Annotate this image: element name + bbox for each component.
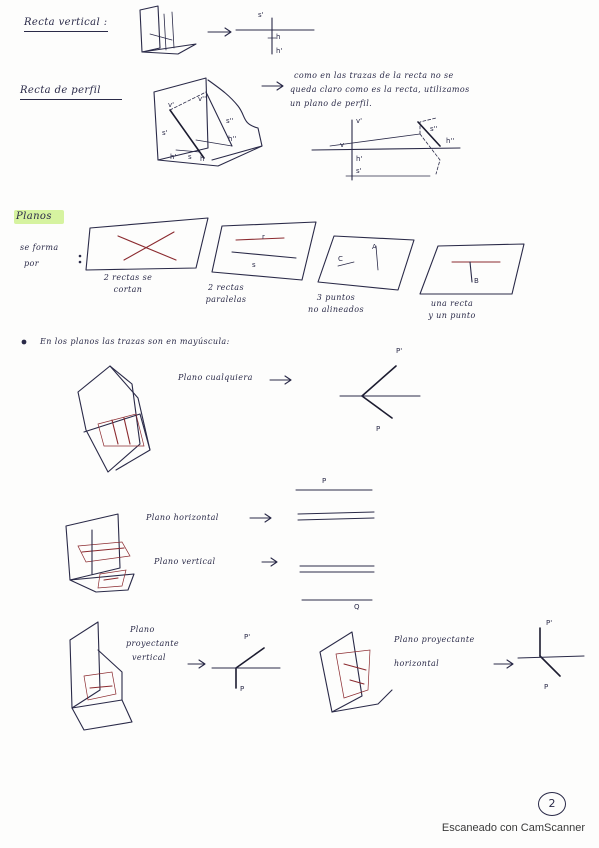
horizontal-P: P (322, 477, 327, 485)
proy-horizontal-P: P (544, 683, 549, 691)
perfil-proj-label-s2: s'' (430, 125, 438, 133)
perfil-label-v2: v'' (198, 95, 206, 103)
plano-vertical-label: Plano vertical (154, 557, 216, 566)
perfil-label-s2: s'' (226, 117, 234, 125)
perfil-proj-label-v1: v' (356, 117, 363, 125)
perfil-label-h: h (200, 155, 205, 163)
proy-horizontal-P-prime: P' (546, 619, 553, 627)
planos-title: Planos (16, 211, 52, 222)
planos-item-4-line-2: y un punto (428, 311, 476, 320)
scanner-footer: Escaneado con CamScanner (441, 822, 585, 834)
proy-vertical-line-1: Plano (130, 625, 155, 634)
perfil-proj-label-h1: h' (356, 155, 363, 163)
proy-vertical-line-3: vertical (132, 653, 166, 662)
se-forma-line-2: por (24, 259, 39, 268)
perfil-label-h2: h'' (228, 135, 237, 143)
perfil-label-h1: h' (170, 153, 177, 161)
perfil-label-s1: s' (162, 129, 168, 137)
planos-item-2-line-1: 2 rectas (208, 283, 244, 292)
se-forma-line-1: se forma (20, 243, 59, 252)
perfil-note-line-1: como en las trazas de la recta no se (294, 71, 454, 80)
planos-label-b: B (474, 277, 479, 285)
label-s-prime: s' (258, 11, 264, 19)
label-h-prime: h' (276, 47, 283, 55)
proy-horizontal-line-1: Plano proyectante (394, 635, 475, 644)
perfil-note-line-2: queda claro como es la recta, utilizamos (290, 85, 470, 94)
perfil-proj-label-v: v (340, 141, 345, 149)
proy-vertical-P-prime: P' (244, 633, 251, 641)
page-number: 2 (538, 792, 566, 816)
cualquiera-P-prime: P' (396, 347, 403, 355)
planos-item-4-line-1: una recta (430, 299, 474, 308)
planos-item-1-line-1: 2 rectas se (103, 273, 153, 282)
plano-cualquiera-label: Plano cualquiera (178, 373, 253, 382)
proy-horizontal-line-2: horizontal (394, 659, 440, 668)
perfil-note-line-3: un plano de perfil. (290, 99, 373, 108)
planos-label-c: C (338, 255, 343, 263)
vertical-Q: Q (354, 603, 360, 611)
planos-item-1-line-2: cortan (113, 285, 143, 294)
planos-label-s: s (252, 261, 256, 269)
planos-label-a: A (372, 243, 377, 251)
planos-item-3-line-1: 3 puntos (316, 293, 356, 302)
cualquiera-P: P (376, 425, 381, 433)
perfil-label-v1: v' (168, 101, 175, 109)
perfil-proj-label-h2: h'' (446, 137, 455, 145)
proy-vertical-line-2: proyectante (126, 639, 179, 648)
recta-vertical-title: Recta vertical : (24, 17, 108, 28)
trazas-bullet-text: En los planos las trazas son en mayúscula: (40, 337, 230, 346)
recta-perfil-title: Recta de perfil (20, 85, 101, 96)
proy-vertical-P: P (240, 685, 245, 693)
label-h: h (276, 33, 281, 41)
perfil-proj-label-s1: s' (356, 167, 362, 175)
planos-label-r: r (262, 233, 265, 241)
planos-item-2-line-2: paralelas (205, 295, 247, 304)
plano-horizontal-label: Plano horizontal (146, 513, 219, 522)
perfil-label-s: s (188, 153, 192, 161)
planos-item-3-line-2: no alineados (308, 305, 364, 314)
